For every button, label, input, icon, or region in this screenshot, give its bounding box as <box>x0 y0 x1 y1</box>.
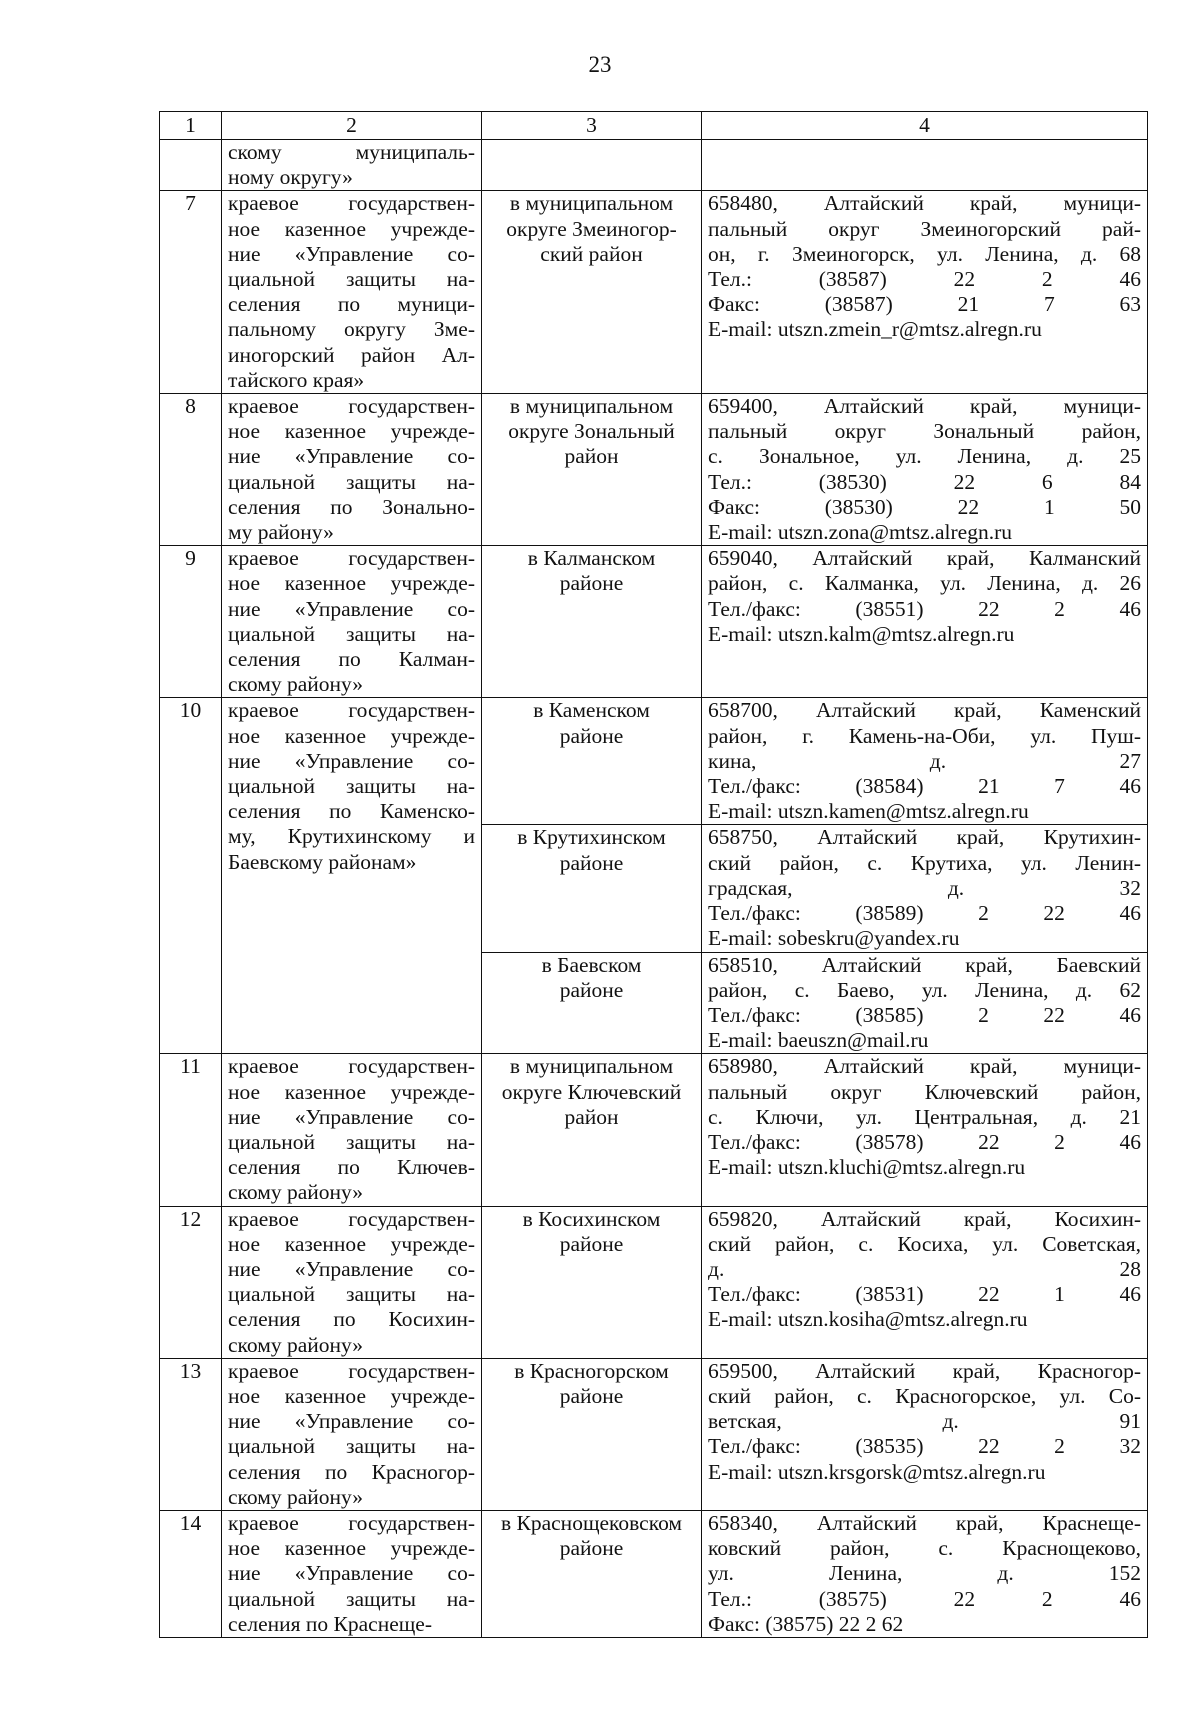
address-cell <box>702 1054 1148 1206</box>
institution-name-cell <box>222 191 482 394</box>
table-row <box>160 1510 1148 1637</box>
location-cell <box>482 825 702 952</box>
text-line: ул. Ленина, д. 152 <box>708 1561 1141 1586</box>
text-line: селения по Зонально- <box>228 494 475 519</box>
row-number-cell: 14 <box>160 1510 222 1637</box>
text-line: му, Крутихинскому и <box>228 824 475 849</box>
text-line: округе Зональный <box>508 419 675 444</box>
column-header: 4 <box>702 112 1148 140</box>
text-line: скому району» <box>228 1484 364 1509</box>
row-number-cell: 7 <box>160 191 222 394</box>
row-number-cell <box>160 140 222 191</box>
address-cell <box>702 1358 1148 1510</box>
institutions-table <box>159 111 1148 1638</box>
text-line: краевое государствен- <box>228 1510 475 1535</box>
row-number-cell: 11 <box>160 1054 222 1206</box>
text-line: район <box>564 1104 619 1129</box>
text-line: пальному округу Зме- <box>228 317 475 342</box>
text-line: Тел.: (38575) 22 2 46 <box>708 1586 1141 1611</box>
location-cell <box>482 698 702 825</box>
institution-name-cell <box>222 140 482 191</box>
text-line: 659820, Алтайский край, Косихин- <box>708 1206 1141 1231</box>
text-line: округе Змеиногор- <box>506 216 677 241</box>
text-line: ное казенное учрежде- <box>228 1536 475 1561</box>
text-line: ное казенное учрежде- <box>228 419 475 444</box>
institution-name-cell <box>222 546 482 698</box>
text-line: 659400, Алтайский край, муници- <box>708 394 1141 419</box>
row-number-cell: 9 <box>160 546 222 698</box>
text-line: E-mail: sobeskru@yandex.ru <box>708 926 960 951</box>
address-cell <box>702 546 1148 698</box>
location-cell <box>482 1358 702 1510</box>
text-line: в Каменском <box>533 698 650 723</box>
text-line: Тел./факс: (38584) 21 7 46 <box>708 774 1141 799</box>
text-line: район, с. Баево, ул. Ленина, д. 62 <box>708 977 1141 1002</box>
text-line: краевое государствен- <box>228 1358 475 1383</box>
text-line: в муниципальном <box>509 1054 674 1079</box>
text-line: Тел./факс: (38585) 2 22 46 <box>708 1002 1141 1027</box>
text-line: Факс: (38575) 22 2 62 <box>708 1611 904 1636</box>
address-cell <box>702 952 1148 1054</box>
location-cell <box>482 140 702 191</box>
text-line: ние «Управление со- <box>228 596 475 621</box>
text-line: районе <box>559 1536 624 1561</box>
text-line: ное казенное учрежде- <box>228 723 475 748</box>
text-line: E-mail: utszn.zmein_r@mtsz.alregn.ru <box>708 317 1042 342</box>
text-line: градская, д. 32 <box>708 875 1141 900</box>
text-line: циальной защиты на- <box>228 621 475 646</box>
institution-name-cell <box>222 698 482 1054</box>
text-line: пальный округ Ключевский район, <box>708 1079 1141 1104</box>
address-cell <box>702 825 1148 952</box>
text-line: районе <box>559 977 624 1002</box>
row-number-cell: 12 <box>160 1206 222 1358</box>
text-line: ное казенное учрежде- <box>228 1231 475 1256</box>
text-line: кина, д. 27 <box>708 748 1141 773</box>
location-cell <box>482 191 702 394</box>
text-line: районе <box>559 571 624 596</box>
text-line: краевое государствен- <box>228 1206 475 1231</box>
text-line: циальной защиты на- <box>228 267 475 292</box>
text-line: селения по муници- <box>228 292 475 317</box>
text-line: ние «Управление со- <box>228 1409 475 1434</box>
text-line: Тел./факс: (38531) 22 1 46 <box>708 1282 1141 1307</box>
location-cell <box>482 952 702 1054</box>
text-line: селения по Красногор- <box>228 1459 475 1484</box>
location-cell <box>482 1054 702 1206</box>
text-line: 659500, Алтайский край, Красногор- <box>708 1358 1141 1383</box>
text-line: E-mail: utszn.kamen@mtsz.alregn.ru <box>708 799 1029 824</box>
header-row <box>160 112 1148 140</box>
table-row <box>160 394 1148 546</box>
text-line: E-mail: baeuszn@mail.ru <box>708 1028 929 1053</box>
table-row <box>160 140 1148 191</box>
text-line: 658980, Алтайский край, муници- <box>708 1054 1141 1079</box>
text-line: районе <box>559 723 624 748</box>
text-line: пальный округ Зональный район, <box>708 419 1141 444</box>
text-line: Тел./факс: (38551) 22 2 46 <box>708 596 1141 621</box>
text-line: ное казенное учрежде- <box>228 571 475 596</box>
text-line: E-mail: utszn.kosiha@mtsz.alregn.ru <box>708 1307 1028 1332</box>
text-line: районе <box>559 850 624 875</box>
text-line: в муниципальном <box>509 394 674 419</box>
location-cell <box>482 1206 702 1358</box>
text-line: селения по Ключев- <box>228 1155 475 1180</box>
text-line: с. Ключи, ул. Центральная, д. 21 <box>708 1104 1141 1129</box>
page-number: 23 <box>588 52 612 77</box>
text-line: циальной защиты на- <box>228 1282 475 1307</box>
table-row <box>160 1054 1148 1206</box>
text-line: ное казенное учрежде- <box>228 1383 475 1408</box>
text-line: ное казенное учрежде- <box>228 216 475 241</box>
text-line: E-mail: utszn.kluchi@mtsz.alregn.ru <box>708 1155 1026 1180</box>
text-line: селения по Калман- <box>228 647 475 672</box>
text-line: му району» <box>228 520 334 545</box>
text-line: ский район, с. Косиха, ул. Советская, <box>708 1231 1141 1256</box>
text-line: иногорский район Ал- <box>228 342 475 367</box>
address-cell <box>702 191 1148 394</box>
text-line: селения по Косихин- <box>228 1307 475 1332</box>
row-number-cell: 10 <box>160 698 222 1054</box>
institution-name-cell <box>222 1054 482 1206</box>
text-line: 658700, Алтайский край, Каменский <box>708 698 1141 723</box>
text-line: скому району» <box>228 1332 364 1357</box>
text-line: селения по Каменско- <box>228 799 475 824</box>
text-line: Факс: (38530) 22 1 50 <box>708 494 1141 519</box>
text-line: ветская, д. 91 <box>708 1409 1141 1434</box>
text-line: краевое государствен- <box>228 1054 475 1079</box>
text-line: в Косихинском <box>522 1206 661 1231</box>
text-line: тайского края» <box>228 367 365 392</box>
address-cell <box>702 394 1148 546</box>
location-cell <box>482 1510 702 1637</box>
text-line: ние «Управление со- <box>228 444 475 469</box>
text-line: д. 28 <box>708 1256 1141 1281</box>
table-row <box>160 1358 1148 1510</box>
column-header: 3 <box>482 112 702 140</box>
institution-name-cell <box>222 1510 482 1637</box>
text-line: с. Зональное, ул. Ленина, д. 25 <box>708 444 1141 469</box>
text-line: краевое государствен- <box>228 698 475 723</box>
text-line: ному округу» <box>228 165 353 190</box>
text-line: район <box>564 444 619 469</box>
text-line: 658340, Алтайский край, Краснеще- <box>708 1510 1141 1535</box>
text-line: Тел./факс: (38535) 22 2 32 <box>708 1434 1141 1459</box>
address-cell <box>702 698 1148 825</box>
text-line: E-mail: utszn.zona@mtsz.alregn.ru <box>708 520 1012 545</box>
text-line: циальной защиты на- <box>228 774 475 799</box>
text-line: Тел.: (38587) 22 2 46 <box>708 267 1141 292</box>
text-line: Тел./факс: (38589) 2 22 46 <box>708 901 1141 926</box>
text-line: ние «Управление со- <box>228 241 475 266</box>
text-line: ский район <box>540 241 643 266</box>
text-line: Тел.: (38530) 22 6 84 <box>708 469 1141 494</box>
text-line: циальной защиты на- <box>228 1129 475 1154</box>
text-line: ное казенное учрежде- <box>228 1079 475 1104</box>
table-body <box>160 112 1148 1638</box>
text-line: скому району» <box>228 672 364 697</box>
row-number-cell: 8 <box>160 394 222 546</box>
text-line: 658480, Алтайский край, муници- <box>708 191 1141 216</box>
text-line: ский район, с. Крутиха, ул. Ленин- <box>708 850 1141 875</box>
text-line: районе <box>559 1383 624 1408</box>
text-line: 658750, Алтайский край, Крутихин- <box>708 825 1141 850</box>
text-line: пальный округ Змеиногорский рай- <box>708 216 1141 241</box>
text-line: район, г. Камень-на-Оби, ул. Пуш- <box>708 723 1141 748</box>
text-line: Факс: (38587) 21 7 63 <box>708 292 1141 317</box>
text-line: скому муниципаль- <box>228 140 475 164</box>
text-line: циальной защиты на- <box>228 1586 475 1611</box>
table-row <box>160 546 1148 698</box>
text-line: ние «Управление со- <box>228 1561 475 1586</box>
text-line: краевое государствен- <box>228 546 475 571</box>
text-line: ский район, с. Красногорское, ул. Со- <box>708 1383 1141 1408</box>
text-line: в Калманском <box>527 546 656 571</box>
text-line: E-mail: utszn.kalm@mtsz.alregn.ru <box>708 621 1015 646</box>
text-line: в Баевском <box>541 952 642 977</box>
text-line: краевое государствен- <box>228 191 475 216</box>
text-line: ние «Управление со- <box>228 1256 475 1281</box>
table-row <box>160 698 1148 825</box>
text-line: 658510, Алтайский край, Баевский <box>708 952 1141 977</box>
text-line: скому району» <box>228 1180 364 1205</box>
table-row <box>160 191 1148 394</box>
row-number-cell: 13 <box>160 1358 222 1510</box>
text-line: округе Ключевский <box>501 1079 682 1104</box>
location-cell <box>482 394 702 546</box>
text-line: Баевскому районам» <box>228 849 417 874</box>
text-line: в муниципальном <box>509 191 674 216</box>
institution-name-cell <box>222 1358 482 1510</box>
institution-name-cell <box>222 1206 482 1358</box>
text-line: циальной защиты на- <box>228 1434 475 1459</box>
text-line: ковский район, с. Краснощеково, <box>708 1536 1141 1561</box>
text-line: районе <box>559 1231 624 1256</box>
table-row <box>160 1206 1148 1358</box>
location-cell <box>482 546 702 698</box>
text-line: ние «Управление со- <box>228 1104 475 1129</box>
text-line: район, с. Калманка, ул. Ленина, д. 26 <box>708 571 1141 596</box>
institution-name-cell <box>222 394 482 546</box>
text-line: краевое государствен- <box>228 394 475 419</box>
text-line: в Краснощековском <box>500 1510 683 1535</box>
address-cell <box>702 140 1148 191</box>
text-line: селения по Краснеще- <box>228 1611 433 1636</box>
column-header: 2 <box>222 112 482 140</box>
address-cell <box>702 1510 1148 1637</box>
text-line: 659040, Алтайский край, Калманский <box>708 546 1141 571</box>
text-line: он, г. Змеиногорск, ул. Ленина, д. 68 <box>708 241 1141 266</box>
column-header: 1 <box>160 112 222 140</box>
text-line: циальной защиты на- <box>228 469 475 494</box>
text-line: E-mail: utszn.krsgorsk@mtsz.alregn.ru <box>708 1459 1046 1484</box>
text-line: в Крутихинском <box>517 825 666 850</box>
text-line: ние «Управление со- <box>228 748 475 773</box>
text-line: Тел./факс: (38578) 22 2 46 <box>708 1129 1141 1154</box>
address-cell <box>702 1206 1148 1358</box>
text-line: в Красногорском <box>514 1358 669 1383</box>
